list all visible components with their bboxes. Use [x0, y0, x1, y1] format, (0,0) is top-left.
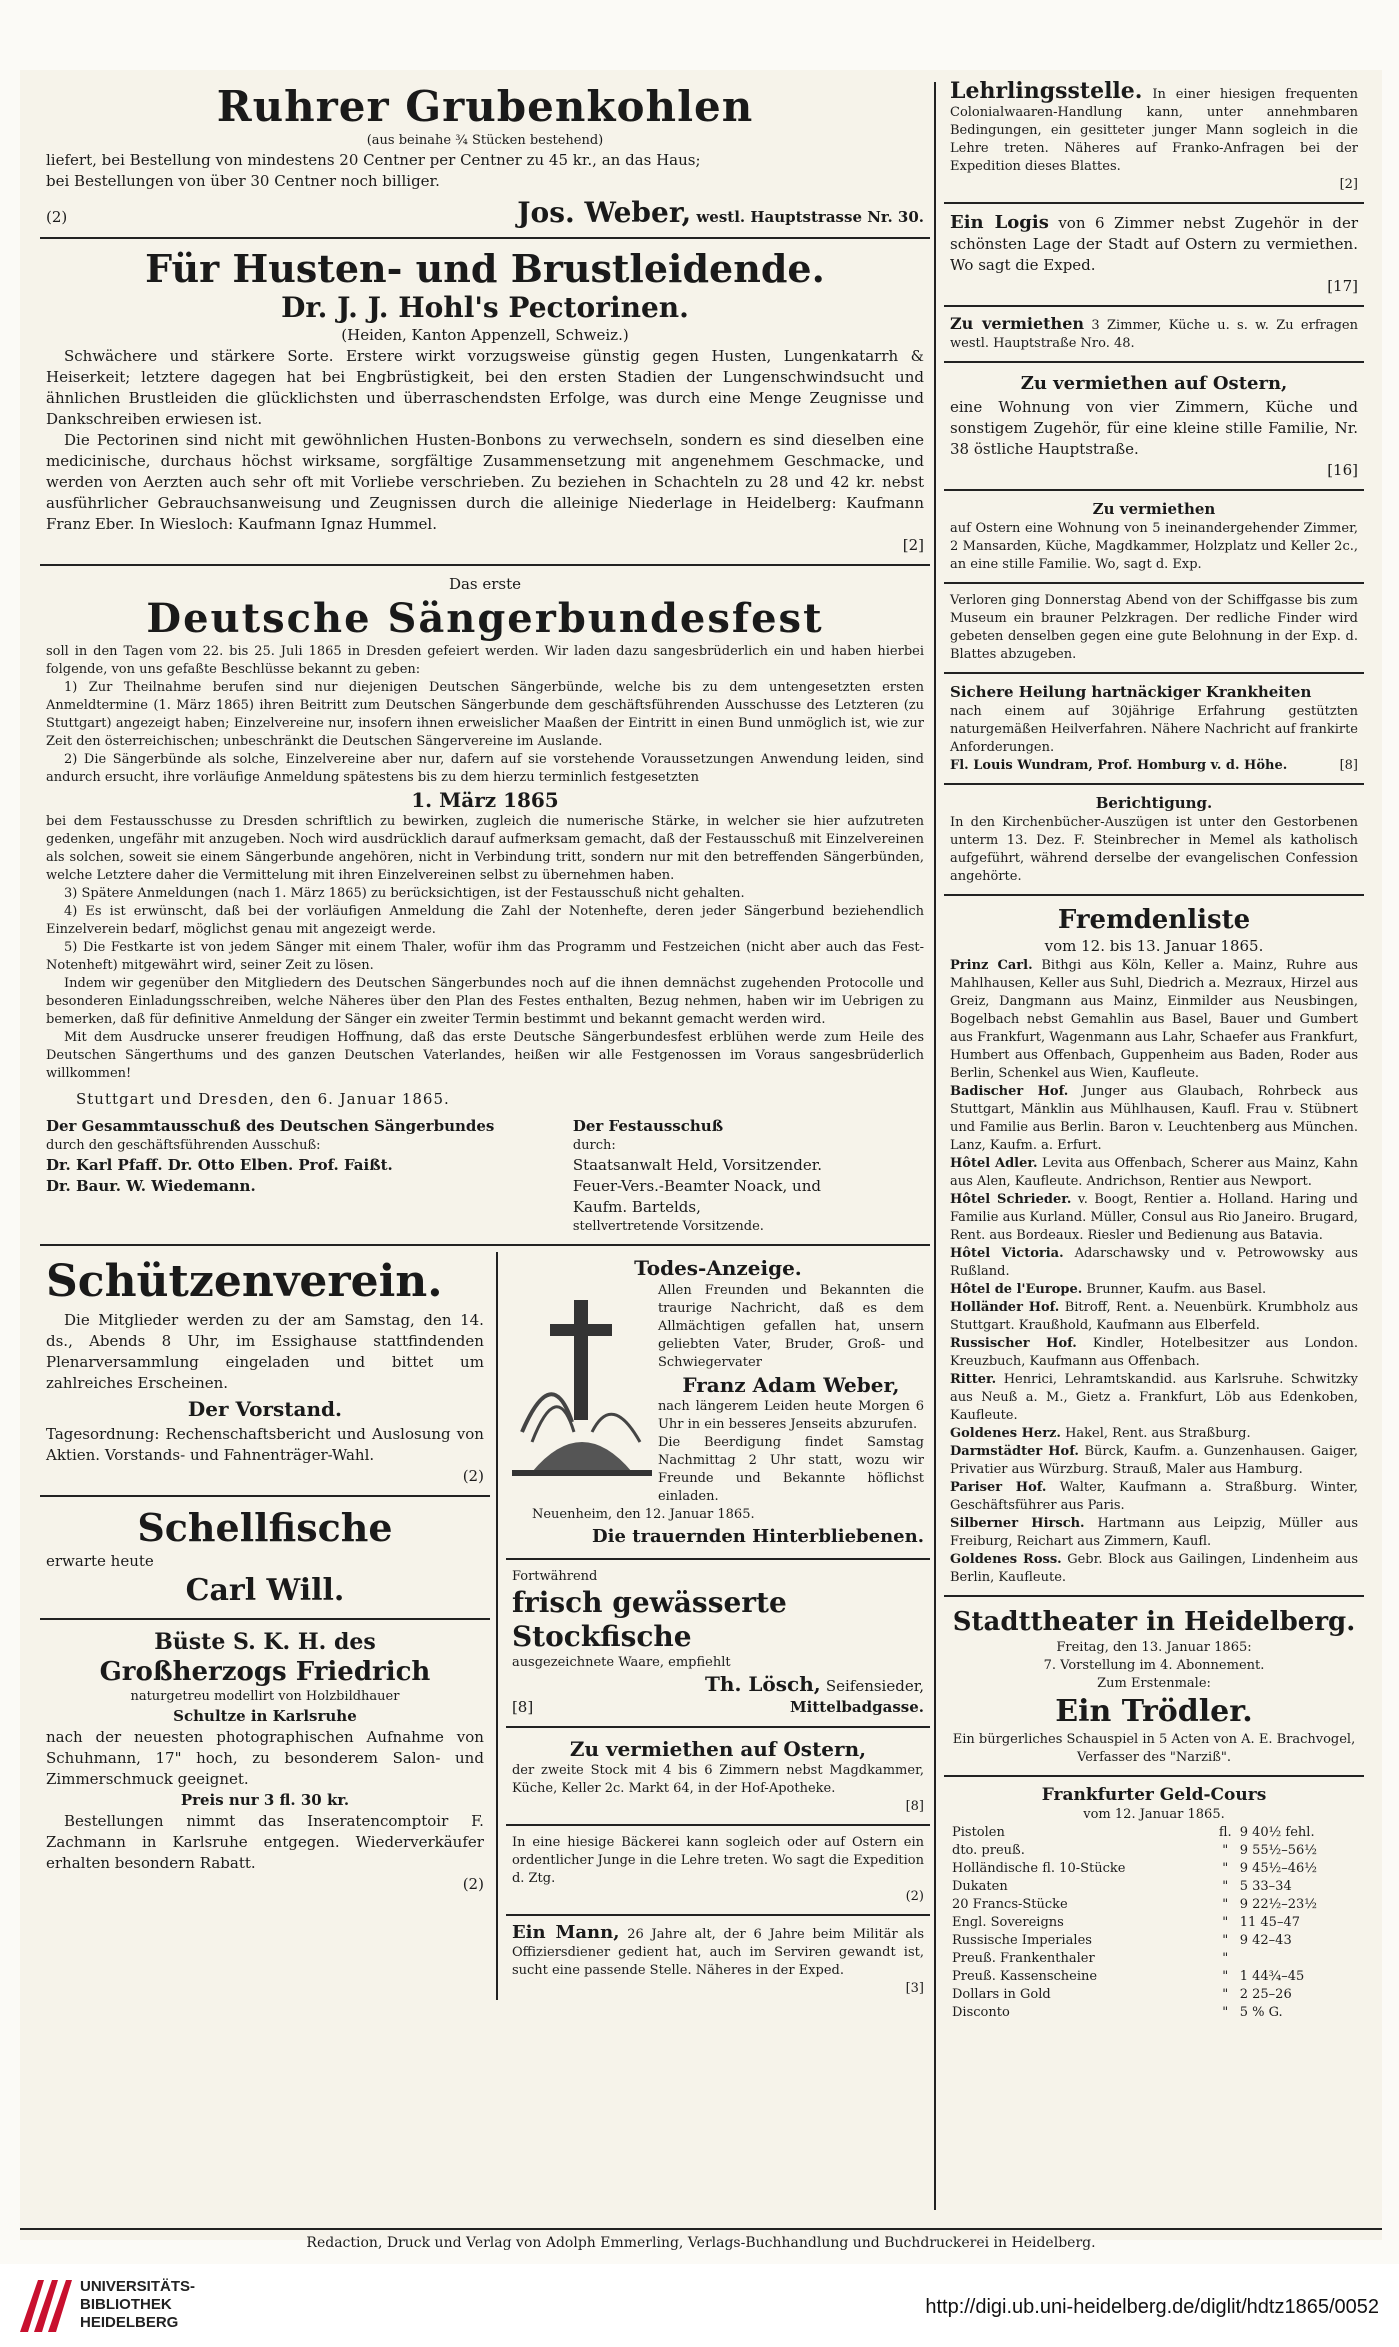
rate-value: 9 22½–23½ [1239, 1897, 1317, 1912]
ad-todesanzeige [506, 1252, 930, 1552]
ad-text: Tagesordnung: Rechenschaftsbericht und Auslosung von Aktien. Vorstands- und Fahnenträger-Wahl. [46, 1425, 484, 1464]
guest-list-entry [950, 1155, 1358, 1191]
ad-text: auf Ostern eine Wohnung von 5 ineinandergehender Zimmer, 2 Mansarden, Küche, Magdkammer, Holzplatz und Keller 2c., an eine stille Familie. Wo, sagt d. Exp. [950, 521, 1358, 572]
hotel-name: Badischer Hof. [950, 1084, 1069, 1099]
ad-advertiser: Fl. Louis Wundram, Prof. Homburg v. d. Höhe. [950, 758, 1288, 773]
table-row [950, 2004, 1358, 2022]
ad-text: Seifensieder, [825, 1677, 924, 1695]
ad-text: eine Wohnung von vier Zimmern, Küche und sonstigem Zugehör, für eine kleine stille Familie, Nr. 38 östliche Hauptstraße. [950, 398, 1358, 458]
divider [40, 1618, 490, 1620]
ad-signature: Die trauernden Hinterbliebenen. [592, 1526, 924, 1547]
column-rule [934, 82, 936, 2210]
divider [944, 202, 1364, 204]
hotel-name: Hôtel de l'Europe. [950, 1282, 1083, 1297]
table-row [950, 1986, 1358, 2004]
rate-value: 9 55½–56½ [1239, 1843, 1317, 1858]
ad-text: 3 Zimmer, Küche u. s. w. Zu erfragen westl. Hauptstraße Nro. 48. [950, 318, 1358, 351]
ad-number: (2) [462, 1875, 484, 1893]
ad-text: Ein bürgerliches Schauspiel in 5 Acten von A. E. Brachvogel, Verfasser des "Narziß". [952, 1732, 1356, 1765]
guest-names: Walter, Kaufmann a. Straßburg. Winter, Geschäftsführer aus Paris. [950, 1480, 1358, 1513]
coin-name: Preuß. Kassenscheine [952, 1969, 1098, 1984]
guest-names: Adarschawsky und v. Petrowowsky aus Rußland. [950, 1246, 1358, 1279]
ad-vermiethen-38 [944, 369, 1364, 483]
ad-text: Allen Freunden und Bekannten die traurige Nachricht, daß es dem Allmächtigen gefallen hat, unsern geliebten Vater, Bruder, Groß- und Schwiegervater [657, 1283, 924, 1370]
ad-text: Die Mitglieder werden zu der am Samstag, den 14. ds., Abends 8 Uhr, im Essighause stattfindenden Plenarversammlung eingeladen und bittet um zahlreiches Erscheinen. [46, 1311, 484, 1392]
rate-value: 5 33–34 [1239, 1879, 1292, 1894]
divider [506, 1824, 930, 1826]
table-row [950, 1896, 1358, 1914]
ad-text: 7. Vorstellung im 4. Abonnement. [1043, 1658, 1265, 1673]
section-title: Fremdenliste [1057, 905, 1251, 935]
signature-sub: durch den geschäftsführenden Ausschuß: [46, 1138, 321, 1153]
divider [40, 1495, 490, 1497]
ad-vermiethen-5 [944, 497, 1364, 576]
divider [944, 783, 1364, 785]
guest-list-entry [950, 1443, 1358, 1479]
ad-advertiser: Th. Lösch, [705, 1672, 821, 1696]
ad-deceased: Franz Adam Weber, [682, 1373, 900, 1397]
section-title: Frankfurter Geld-Cours [1041, 1785, 1267, 1805]
guest-list-entry [950, 1551, 1358, 1587]
ad-number: [2] [902, 536, 924, 554]
ad-number: (2) [462, 1467, 484, 1485]
ad-text: Schultze in Karlsruhe [173, 1707, 357, 1725]
table-row [950, 1878, 1358, 1896]
library-name [80, 2278, 195, 2332]
ad-lead: Zu vermiethen [950, 314, 1085, 333]
rate-value: 11 45–47 [1239, 1915, 1300, 1930]
coin-name: Dukaten [952, 1879, 1008, 1894]
divider [40, 1244, 930, 1246]
library-name-line: HEIDELBERG [80, 2314, 179, 2331]
signature-sub: durch: [572, 1138, 616, 1153]
currency-unit: " [1222, 1969, 1229, 1984]
ad-text: ausgezeichnete Waare, empfiehlt [511, 1655, 731, 1670]
ad-text: von 6 Zimmer nebst Zugehör in der schönsten Lage der Stadt auf Ostern zu vermiethen. Wo sagt die Exped. [950, 214, 1358, 274]
ad-heilung [944, 680, 1364, 777]
ad-text: 5) Die Festkarte ist von jedem Sänger mit einem Thaler, wofür ihm das Programm und Festzeichen (nicht aber auch das Fest-Notenheft) mitgewährt wird, seiner Zeit zu lösen. [46, 940, 924, 973]
ad-number: [17] [1327, 277, 1358, 295]
ad-pectorinen [40, 245, 930, 558]
divider [40, 564, 930, 566]
table-row [950, 1824, 1358, 1842]
hotel-name: Hôtel Schrieder. [950, 1192, 1072, 1207]
signature-names: stellvertretende Vorsitzende. [572, 1219, 764, 1234]
rate-value: 2 25–26 [1239, 1987, 1292, 2002]
ad-advertiser: Carl Will. [185, 1573, 345, 1608]
coin-name: Russische Imperiales [952, 1933, 1092, 1948]
guest-list-entry [950, 957, 1358, 1083]
table-row [950, 1842, 1358, 1860]
ad-text: Die Pectorinen sind nicht mit gewöhnlichen Husten-Bonbons zu verwechseln, sondern es sind dieselben eine medicinische, durchaus höchst wirksame, sorgfältige Zusammensetzung mit angenehmem Geschmacke, und werden von Aerzten auch sehr oft mit Vorliebe verschrieben. Zu beziehen in Schachteln zu 28 und 42 kr. nebst ausführlicher Gebrauchsanweisung und Zeugnissen durch die alleinige Niederlage in Heidelberg: Kaufmann Franz Eber. In Wiesloch: Kaufmann Ignaz Hummel. [46, 431, 924, 533]
section-subtitle: vom 12. bis 13. Januar 1865. [1044, 937, 1264, 955]
currency-unit: fl. [1218, 1825, 1232, 1840]
ad-pretitle: Das erste [448, 575, 522, 593]
guest-names: Bitroff, Rent. a. Neuenbürk. Krumbholz aus Stuttgart. Kraußhold, Kaufmann aus Elberfeld. [950, 1300, 1358, 1333]
ad-title: Deutsche Sängerbundesfest [146, 595, 824, 642]
guest-list-entry [950, 1335, 1358, 1371]
divider [944, 305, 1364, 307]
currency-unit: " [1222, 2005, 1229, 2020]
ad-price: Preis nur 3 fl. 30 kr. [180, 1791, 350, 1809]
ad-title: Büste S. K. H. des [154, 1629, 376, 1655]
table-row [950, 1950, 1358, 1968]
ad-lead: Ein Logis [950, 212, 1049, 233]
cross-illustration-icon [512, 1282, 652, 1482]
ad-title: Zu vermiethen auf Ostern, [1020, 373, 1288, 394]
guest-names: Bithgi aus Köln, Keller a. Mainz, Ruhre aus Mahlhausen, Keller aus Suhl, Diedrich a. Mezraux, Hirzel aus Greiz, Dangmann aus Mainz, Einmilder aus Neusbingen, Bogelbach nebst Gemahlin aus Basel, Bauer und Gumbert aus Frankfurt, Wagenmann aus Lahr, Schaefer aus Frankfurt, Humbert aus Offenbach, Guppenheim aus Baden, Roder aus Berlin, Schenkel aus Wien, Kaufleute. [950, 958, 1358, 1081]
ad-text: erwarte heute [46, 1552, 154, 1570]
ad-vermiethen-48 [944, 313, 1364, 355]
guest-names: Gebr. Block aus Gailingen, Lindenheim aus Berlin, Kaufleute. [950, 1552, 1359, 1585]
divider [944, 582, 1364, 584]
ad-number: [16] [1327, 461, 1358, 479]
ad-date: Neuenheim, den 12. Januar 1865. [531, 1507, 755, 1522]
ad-title: Zu vermiethen auf Ostern, [569, 1737, 867, 1761]
exchange-rate-table [950, 1824, 1358, 2022]
rate-value [1238, 1950, 1358, 1968]
ad-text: naturgetreu modellirt von Holzbildhauer [130, 1689, 400, 1704]
ad-text: Verloren ging Donnerstag Abend von der Schiffgasse bis zum Museum ein brauner Pelzkragen. Der redliche Finder wird gebeten denselben gegen eine gute Belohnung in der Exp. d. Blattes abzugeben. [950, 593, 1358, 662]
ad-subtitle: (aus beinahe ¾ Stücken bestehend) [366, 133, 604, 148]
ad-text: Mit dem Ausdrucke unserer freudigen Hoffnung, daß das erste Deutsche Sängerbundesfest erblühen werde zum Heile des Deutschen Sängerthums und des ganzen Deutschen Vaterlandes, heißen wir alle Festgenossen im Voraus sangesbrüderlich willkommen! [46, 1030, 924, 1081]
signature-names: Dr. Baur. W. Wiedemann. [46, 1177, 256, 1195]
ad-text: nach längerem Leiden heute Morgen 6 Uhr in ein besseres Jenseits abzurufen. [657, 1399, 924, 1432]
ad-title: Schützenverein. [46, 1256, 443, 1307]
hotel-name: Silberner Hirsch. [950, 1516, 1085, 1531]
ad-berichtigung [944, 791, 1364, 888]
ad-number: [8] [1339, 758, 1358, 773]
fremdenliste [944, 902, 1364, 1589]
guest-list-entry [950, 1425, 1358, 1443]
divider [944, 361, 1364, 363]
ad-text: 4) Es ist erwünscht, daß bei der vorläufigen Anmeldung die Zahl der Notenhefte, deren jeder Sängerbund beziehendlich Einzelverein bedarf, möglichst genau mit angezeigt werde. [46, 904, 924, 937]
ad-number: (2) [905, 1889, 924, 1904]
ad-address: Mittelbadgasse. [790, 1698, 924, 1716]
source-url-link[interactable]: http://digi.ub.uni-heidelberg.de/diglit/hdtz1865/0052 [925, 2296, 1379, 2318]
currency-unit: " [1222, 1897, 1229, 1912]
table-row [950, 1914, 1358, 1932]
guest-names: Henrici, Lehramtskandid. aus Karlsruhe. Schwitzky aus Neuß a. M., Gietz a. Frankfurt, Löb aus Edenkoben, Kaufleute. [950, 1372, 1358, 1423]
signature-names: Staatsanwalt Held, Vorsitzender. [572, 1156, 822, 1174]
ad-ein-mann [506, 1922, 930, 2000]
ad-stadttheater [944, 1603, 1364, 1769]
hotel-name: Prinz Carl. [950, 958, 1033, 973]
imprint-footer: Redaction, Druck und Verlag von Adolph Emmerling, Verlags-Buchhandlung und Buchdruckerei in Heidelberg. [20, 2228, 1382, 2256]
ad-lead: Ein Mann, [511, 1922, 620, 1943]
ad-schellfische [40, 1503, 490, 1612]
currency-unit: " [1222, 1987, 1229, 2002]
table-row [950, 1932, 1358, 1950]
rate-value: 1 44¾–45 [1239, 1969, 1305, 1984]
ad-place: (Heiden, Kanton Appenzell, Schweiz.) [341, 326, 629, 344]
subcolumn-right [498, 1252, 930, 2000]
table-row [950, 1968, 1358, 1986]
guest-list-entry [950, 1515, 1358, 1551]
play-title: Ein Trödler. [1055, 1694, 1253, 1729]
guest-names: Brunner, Kaufm. aus Basel. [1086, 1282, 1267, 1297]
hotel-name: Ritter. [950, 1372, 997, 1387]
ad-verloren [944, 590, 1364, 666]
guest-names: Bürck, Kaufm. a. Gunzenhausen. Gaiger, Privatier aus Würzburg. Strauß, Maler aus Hamburg. [950, 1444, 1358, 1477]
ad-number: [8] [905, 1799, 924, 1814]
coin-name: Engl. Sovereigns [952, 1915, 1064, 1930]
right-column [944, 80, 1364, 2210]
ad-address: westl. Hauptstrasse Nr. 30. [696, 208, 924, 226]
ad-title: Sichere Heilung hartnäckiger Krankheiten [950, 683, 1312, 701]
ad-stockfische [506, 1566, 930, 1720]
ad-title: frisch gewässerte Stockfische [511, 1586, 787, 1653]
library-logo-icon [16, 2272, 76, 2338]
ad-title: Großherzogs Friedrich [99, 1657, 431, 1687]
signature-title: Der Festausschuß [572, 1117, 724, 1135]
ad-text: Indem wir gegenüber den Mitgliedern des Deutschen Sängerbundes noch auf die ihnen demnächst zugehenden Protocolle und besonderen Einladungsschreiben, welche Näheres über den Plan des Festes enthalten, Bezug nehmen, haben wir im Uebrigen zu bemerken, daß für definitive Anmeldung der Sänger ein zweiter Termin bestimmt und bekannt gemacht werden wird. [46, 976, 924, 1027]
ad-schuetzenverein [40, 1252, 490, 1489]
rate-value: 9 40½ fehl. [1239, 1825, 1315, 1840]
signature-names: Kaufm. Bartelds, [572, 1198, 701, 1216]
ad-text: In eine hiesige Bäckerei kann sogleich oder auf Ostern ein ordentlicher Junge in die Lehre treten. Wo sagt die Expedition d. Ztg. [511, 1835, 924, 1886]
ad-title: Schellfische [137, 1505, 393, 1550]
ad-text: Freitag, den 13. Januar 1865: [1056, 1640, 1252, 1655]
currency-unit: " [1222, 1843, 1229, 1858]
currency-unit: " [1222, 1861, 1229, 1876]
currency-unit: " [1222, 1951, 1229, 1966]
ad-title: Für Husten- und Brustleidende. [145, 246, 825, 291]
ad-text: soll in den Tagen vom 22. bis 25. Juli 1865 in Dresden gefeiert werden. Wir laden dazu sangesbrüderlich ein und haben hierbei folgende, von uns gefaßte Beschlüsse bekannt zu geben: [46, 644, 924, 677]
coin-name: Preuß. Frankenthaler [952, 1951, 1095, 1966]
rate-value: 5 % G. [1239, 2005, 1283, 2020]
hotel-name: Goldenes Herz. [950, 1426, 1061, 1441]
coin-name: 20 Francs-Stücke [952, 1897, 1068, 1912]
divider [944, 672, 1364, 674]
ad-text: nach der neuesten photographischen Aufnahme von Schuhmann, 17" hoch, zu besonderem Salon- und Zimmerschmuck geeignet. [46, 1728, 484, 1788]
ad-title: Lehrlingsstelle. [950, 80, 1143, 104]
guest-names: Junger aus Glaubach, Rohrbeck aus Stuttgart, Mänklin aus Mühlhausen, Kaufl. Frau v. Stübnert und Familie aus Berlin. Baron v. Leuchtenberg aus München. Lanz, Kaufm. a. Erfurt. [950, 1084, 1358, 1153]
ad-subtitle: Dr. J. J. Hohl's Pectorinen. [281, 291, 689, 324]
table-row [950, 1860, 1358, 1878]
ad-text: 3) Spätere Anmeldungen (nach 1. März 1865) zu berücksichtigen, ist der Festausschuß nicht gehalten. [64, 886, 745, 901]
ad-pretitle: Fortwährend [511, 1569, 598, 1584]
ad-lehrlingsstelle [944, 80, 1364, 196]
ad-advertiser: Jos. Weber, [517, 196, 692, 229]
coin-name: Holländische fl. 10-Stücke [952, 1861, 1126, 1876]
ad-text: nach einem auf 30jährige Erfahrung gestützten naturgemäßen Heilverfahren. Nähere Nachricht auf frankirte Anforderungen. [950, 704, 1358, 755]
ad-text: 2) Die Sängerbünde als solche, Einzelvereine aber nur, dafern auf sie vorstehende Voraussetzungen Anwendung leiden, sind andurch ersucht, ihre vorläufige Anmeldung spätestens bis zu dem hierzu terminlich festgesetzten [46, 752, 924, 785]
guest-list-entry [950, 1479, 1358, 1515]
ad-text: bei Bestellungen von über 30 Centner noch billiger. [46, 172, 440, 190]
subcolumn-left [40, 1252, 498, 2000]
guest-list-entry [950, 1281, 1358, 1299]
ad-text: 1) Zur Theilnahme berufen sind nur diejenigen Deutschen Sängerbünde, welche bis zu dem untengesetzten ersten Anmeldtermine (1. März 1865) ihren Beitritt zum Deutschen Sängerbunde dem geschäftsführenden Ausschusse des Letzteren (zu Stuttgart) angezeigt haben; Einzelvereine nur, insofern ihnen erweislicher Maaßen der Eintritt in einen Bund unmöglich ist, wie zur Zeit den österreichischen; unbeschränkt die Deutschen Sängervereine im Auslande. [46, 680, 924, 749]
ad-title: Todes-Anzeige. [634, 1256, 802, 1280]
ad-number: [8] [511, 1698, 534, 1716]
divider [506, 1558, 930, 1560]
left-column [40, 80, 930, 2210]
signature-names: Feuer-Vers.-Beamter Noack, und [572, 1177, 821, 1195]
guest-names: v. Boogt, Rentier a. Holland. Haring und Familie aus Kurland. Müller, Consul aus Rio Janeiro. Brugard, Rent. aus Bordeaux. Riesler und Bedienung aus Batavia. [950, 1192, 1358, 1243]
divider [506, 1726, 930, 1728]
ad-title: Zu vermiethen [1092, 500, 1216, 518]
ad-text: bei dem Festausschusse zu Dresden schriftlich zu bewirken, zugleich die numerische Stärke, in welcher sie hier aufzutreten gedenken, ungefähr mit anzugeben. Noch wird ausdrücklich darauf aufmerksam gemacht, daß der Festausschuß mit Einzelvereinen als solchen, soweit sie einem Sängerbunde angehören, nicht in Verbindung tritt, sondern nur mit den betreffenden Sängerbünden, welche Letztere daher die Vermittelung mit ihren Einzelvereinen selbst zu übernehmen haben. [46, 814, 924, 883]
currency-unit: " [1222, 1933, 1229, 1948]
ad-number: [2] [1339, 177, 1358, 192]
ad-buste [40, 1626, 490, 1897]
library-name-line: UNIVERSITÄTS- [80, 2278, 196, 2295]
ad-text: Zum Erstenmale: [1097, 1676, 1211, 1691]
guest-list-entry [950, 1245, 1358, 1281]
ad-title: Stadttheater in Heidelberg. [952, 1607, 1356, 1637]
guest-list [950, 957, 1358, 1587]
coin-name: Pistolen [952, 1825, 1005, 1840]
divider [944, 1595, 1364, 1597]
currency-unit: " [1222, 1915, 1229, 1930]
geld-cours [944, 1783, 1364, 2024]
ad-logis [944, 210, 1364, 299]
ad-text: 26 Jahre alt, der 6 Jahre beim Militär als Offiziersdiener gedient hat, auch im Serviren gewandt ist, sucht eine passende Stelle. Näheres in der Exped. [511, 1927, 924, 1978]
coin-name: Disconto [952, 2005, 1010, 2020]
section-subtitle: vom 12. Januar 1865. [1083, 1807, 1225, 1822]
ad-number: (2) [46, 208, 68, 226]
rate-value: 9 45½–46½ [1239, 1861, 1317, 1876]
guest-list-entry [950, 1083, 1358, 1155]
hotel-name: Russischer Hof. [950, 1336, 1077, 1351]
coin-name: Dollars in Gold [952, 1987, 1051, 2002]
ad-text: In den Kirchenbücher-Auszügen ist unter den Gestorbenen unterm 13. Dez. F. Steinbrecher in Memel als katholisch aufgeführt, während derselbe der evangelischen Confession angehörte. [950, 815, 1358, 884]
guest-names: Hakel, Rent. aus Straßburg. [1065, 1426, 1251, 1441]
guest-list-entry [950, 1371, 1358, 1425]
hotel-name: Hôtel Adler. [950, 1156, 1038, 1171]
ad-baeckerei [506, 1832, 930, 1908]
divider [40, 237, 930, 239]
divider [944, 489, 1364, 491]
ad-text: Bestellungen nimmt das Inseratencomptoir F. Zachmann in Karlsruhe entgegen. Wiederverkäufer erhalten besondern Rabatt. [46, 1812, 484, 1872]
guest-list-entry [950, 1299, 1358, 1335]
ad-title: Berichtigung. [1095, 794, 1213, 812]
hotel-name: Pariser Hof. [950, 1480, 1047, 1495]
ad-signature: Der Vorstand. [187, 1397, 342, 1421]
divider [506, 1914, 930, 1916]
hotel-name: Darmstädter Hof. [950, 1444, 1079, 1459]
ad-text: liefert, bei Bestellung von mindestens 20 Centner per Centner zu 45 kr., an das Haus; [46, 151, 701, 169]
guest-names: Levita aus Offenbach, Scherer aus Mainz, Kahn aus Alen, Kaufleute. Andrichson, Rentier aus Newport. [950, 1156, 1358, 1189]
signature-title: Der Gesammtausschuß des Deutschen Sängerbundes [46, 1117, 495, 1135]
ad-text: Schwächere und stärkere Sorte. Erstere wirkt vorzugsweise günstig gegen Husten, Lungenkatarrh & Heiserkeit; letztere dagegen hat bei Engbrüstigkeit, bei den ersten Stadien der Lungenschwindsucht und ähnlichen Brustleiden die glücklichsten und überraschendsten Erfolge, was durch eine Menge Zeugnisse und Dankschreiben erwiesen ist. [46, 347, 924, 428]
currency-unit: " [1222, 1879, 1229, 1894]
hotel-name: Holländer Hof. [950, 1300, 1060, 1315]
guest-list-entry [950, 1191, 1358, 1245]
ad-vermiethen-markt [506, 1734, 930, 1818]
ad-text: Die Beerdigung findet Samstag Nachmittag 2 Uhr statt, wozu wir Freunde und Bekannte höflichst einladen. [657, 1435, 924, 1504]
ad-place-date: Stuttgart und Dresden, den 6. Januar 1865. [76, 1090, 450, 1108]
guest-names: Hartmann aus Leipzig, Müller aus Freiburg, Reichart aus Zimmern, Kaufl. [950, 1516, 1358, 1549]
rate-value: 9 42–43 [1239, 1933, 1292, 1948]
ad-title: Ruhrer Grubenkohlen [216, 82, 754, 131]
ad-text: der zweite Stock mit 4 bis 6 Zimmern nebst Magdkammer, Küche, Keller 2c. Markt 64, in der Hof-Apotheke. [511, 1763, 924, 1796]
hotel-name: Hôtel Victoria. [950, 1246, 1064, 1261]
guest-names: Kindler, Hotelbesitzer aus London. Kreuzbuch, Kaufmann aus Offenbach. [950, 1336, 1358, 1369]
coin-name: dto. preuß. [952, 1843, 1025, 1858]
library-name-line: BIBLIOTHEK [80, 2296, 172, 2313]
divider [944, 894, 1364, 896]
ad-number: [3] [905, 1981, 924, 1996]
ad-text: In einer hiesigen frequenten Colonialwaaren-Handlung kann, unter annehmbaren Bedingungen, ein gesitteter junger Mann sogleich in die Lehre treten. Näheres auf Franko-Anfragen bei der Expedition dieses Blattes. [950, 87, 1358, 174]
divider [944, 1775, 1364, 1777]
signature-names: Dr. Karl Pfaff. Dr. Otto Elben. Prof. Faißt. [46, 1156, 393, 1174]
ad-grubenkohlen [40, 80, 930, 231]
ad-date: 1. März 1865 [411, 788, 559, 812]
ad-saengerbundesfest [40, 572, 930, 1238]
hotel-name: Goldenes Ross. [950, 1552, 1062, 1567]
